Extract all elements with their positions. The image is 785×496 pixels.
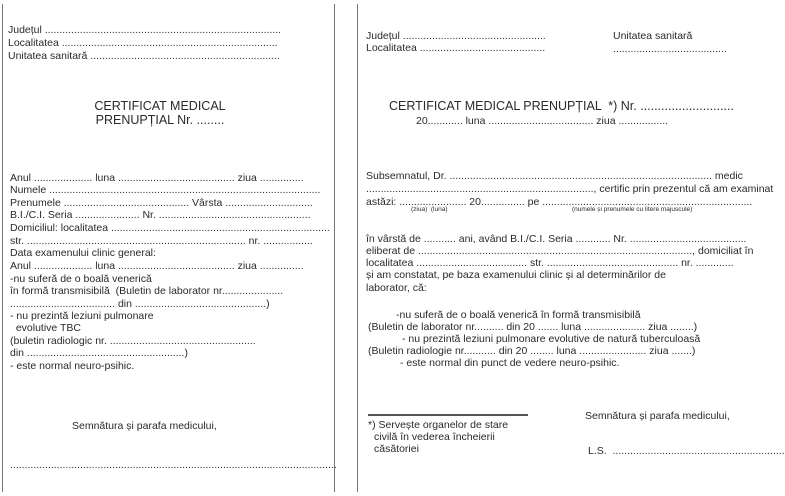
- certificate-line: eliberat de .............................................................................................., domiciliat în: [366, 245, 754, 257]
- certificate-locality: Localitatea ...........................................: [366, 42, 546, 54]
- stub-line: str. ........................................................................... nr. .................: [10, 235, 313, 247]
- certificate-line: astăzi: ....................... 20............... pe ........................................................................: [366, 196, 753, 208]
- stub-title-number: PRENUPȚIAL Nr. ........: [95, 113, 225, 127]
- footnote-line: *) Servește organelor de stare: [368, 419, 509, 431]
- stub-line: Numele .............................................................................................: [10, 184, 321, 196]
- stub-line: - nu prezintă leziuni pulmonare: [10, 310, 154, 322]
- stub-line: Prenumele ........................................... Vârsta ..............................: [10, 197, 313, 209]
- stub-signature-label: Semnătura și parafa medicului,: [72, 420, 217, 432]
- certificate-date-hint: (ziua) (luna): [411, 206, 448, 213]
- stub-locality: Localitatea ..........................................................................: [8, 37, 278, 49]
- stub-line: Domiciliul: localitatea ...........................................................................: [10, 222, 330, 234]
- footnote-line: civilă în vederea încheierii: [374, 431, 495, 443]
- stub-line: -nu suferă de o boală venerică: [10, 273, 152, 285]
- certificate-line: și am constatat, pe baza examenului clinic și al determinărilor de: [366, 269, 666, 281]
- stub-line: Anul .................... luna ........................................ ziua ...............: [10, 260, 304, 272]
- right-page-edge: [357, 4, 358, 492]
- finding-tuberculosis: - nu prezintă leziuni pulmonare evolutive de natură tuberculoasă: [402, 333, 701, 345]
- stub-signature-line: ................................................................................................................: [10, 459, 337, 471]
- certificate-unit-line: .......................................: [613, 43, 727, 55]
- stub-line: - este normal neuro-psihic.: [10, 360, 135, 372]
- left-page-edge: [2, 4, 3, 492]
- certificate-seal-line: L.S. ...........................................................: [588, 445, 785, 457]
- perforation-line: [334, 4, 335, 492]
- certificate-title: CERTIFICAT MEDICAL PRENUPȚIAL *) Nr. ...........................: [389, 99, 734, 113]
- stub-county: Județul .................................................................................: [8, 24, 282, 36]
- footnote-separator: [368, 414, 528, 416]
- stub-line: (buletin radiologic nr. ..................................................: [10, 335, 256, 347]
- certificate-line: localitatea ...................................... str. ............................................. nr. .............: [366, 257, 734, 269]
- certificate-unit: Unitatea sanitară: [613, 30, 693, 42]
- stub-line: evolutive TBC: [10, 322, 82, 334]
- finding-neuro: - este normal din punct de vedere neuro-psihic.: [400, 357, 620, 369]
- certificate-signature-label: Semnătura și parafa medicului,: [585, 410, 730, 422]
- stub-line: .................................... din .............................................): [10, 298, 270, 310]
- certificate-county: Județul .................................................: [366, 30, 546, 42]
- certificate-title-date: 20............ luna .................................... ziua .................: [416, 115, 669, 127]
- certificate-name-hint: (numele și prenumele cu litere majuscule): [572, 206, 693, 213]
- finding-venereal: -nu suferă de o boală venerică în formă transmisibilă: [396, 309, 641, 321]
- stub-line: Anul .................... luna ........................................ ziua ...............: [10, 172, 304, 184]
- stub-line: în formă transmisibilă (Buletin de laborator nr.....................: [10, 285, 284, 297]
- stub-line: B.I./C.I. Seria ...................... Nr. ....................................................: [10, 209, 311, 221]
- stub-title: CERTIFICAT MEDICAL: [94, 99, 226, 113]
- stub-line: din ......................................................): [10, 347, 188, 359]
- footnote-line: căsătoriei: [374, 443, 419, 455]
- certificate-line: .............................................................................., certific prin prezentul că am examinat: [366, 183, 774, 195]
- certificate-line: laborator, că:: [366, 282, 427, 294]
- finding-lab-bulletin: (Buletin de laborator nr.......... din 20 ....... luna ..................... ziua ........): [368, 321, 698, 333]
- certificate-line: în vârstă de ........... ani, având B.I./C.I. Seria ............ Nr. ........................................: [366, 233, 747, 245]
- finding-radiology-bulletin: (Buletin radiologie nr........... din 20 ........ luna ....................... ziua .......): [368, 345, 696, 357]
- stub-unit: Unitatea sanitară .................................................................: [8, 50, 280, 62]
- stub-line: Data examenului clinic general:: [10, 247, 156, 259]
- certificate-line: Subsemnatul, Dr. .......................................................................................... medic: [366, 170, 743, 182]
